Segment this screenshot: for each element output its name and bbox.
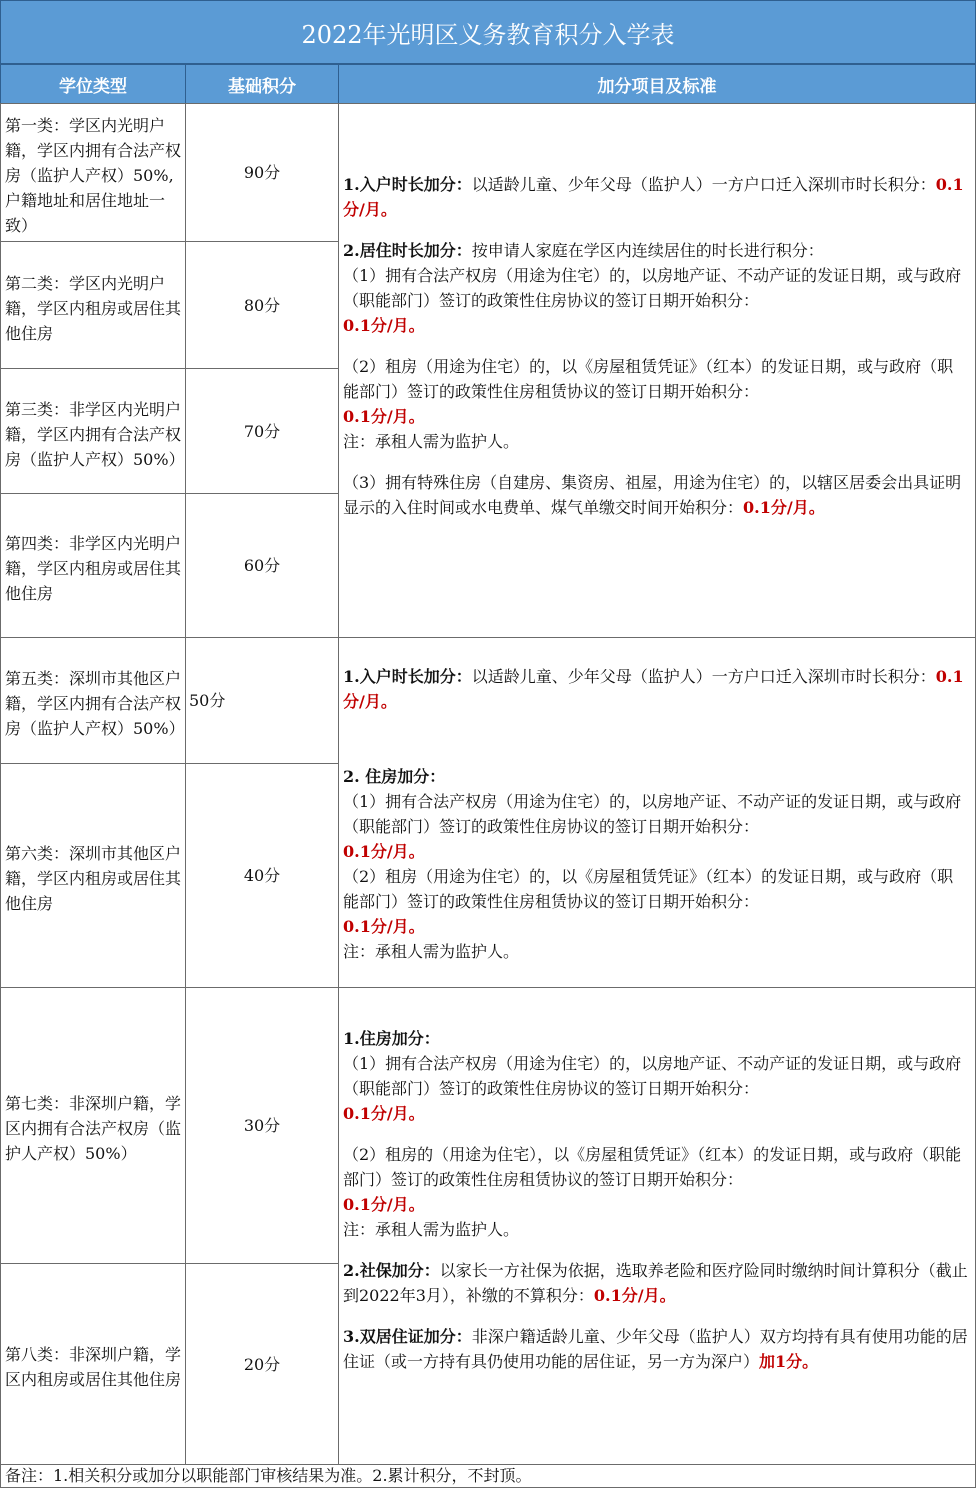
bonus-subitem xyxy=(343,263,969,338)
item-label: 3.双居住证加分： xyxy=(343,1327,472,1346)
item-label: 2.社保加分： xyxy=(343,1261,440,1280)
rate-value: 0.1分/月。 xyxy=(343,842,425,861)
base-score-3: 70分 xyxy=(185,368,339,494)
bonus-subitem xyxy=(343,864,969,964)
item-label: 1.入户时长加分： xyxy=(343,667,472,686)
base-score-5: 50分 xyxy=(185,637,339,764)
bonus-item xyxy=(343,664,969,714)
category-3: 第三类：非学区内光明户籍，学区内拥有合法产权房（监护人产权）50%） xyxy=(0,368,186,494)
item-label: 1.入户时长加分： xyxy=(343,175,472,194)
item-text: 非深户籍适龄儿童、少年父母（监护人）双方均持有具有使用功能的居住证（或一方持有具仍使用功能的居住证，另一方为深户） xyxy=(343,1327,968,1371)
bonus-group-1 xyxy=(338,103,976,638)
rate-value: 0.1分/月。 xyxy=(593,1286,676,1305)
base-score-8: 20分 xyxy=(185,1263,339,1465)
bonus-group-2 xyxy=(338,637,976,988)
rate-value: 0.1分/月。 xyxy=(343,175,964,219)
header-type: 学位类型 xyxy=(0,64,186,104)
rate-value: 0.1分/月。 xyxy=(343,667,964,711)
base-score-7: 30分 xyxy=(185,987,339,1264)
footnote: 备注：1.相关积分或加分以职能部门审核结果为准。2.累计积分，不封顶。 xyxy=(0,1464,976,1488)
note-text: 注：承租人需为监护人。 xyxy=(343,432,520,451)
category-4: 第四类：非学区内光明户籍，学区内租房或居住其他住房 xyxy=(0,493,186,638)
category-1: 第一类：学区内光明户籍，学区内拥有合法产权房（监护人产权）50%,户籍地址和居住地址一致） xyxy=(0,103,186,242)
category-7: 第七类：非深圳户籍，学区内拥有合法产权房（监护人产权）50%） xyxy=(0,987,186,1264)
bonus-item xyxy=(343,1026,969,1051)
category-8: 第八类：非深圳户籍，学区内租房或居住其他住房 xyxy=(0,1263,186,1465)
rate-value: 0.1分/月。 xyxy=(343,1104,425,1123)
item-text: 按申请人家庭在学区内连续居住的时长进行积分： xyxy=(471,241,824,260)
item-text: （2）租房的（用途为住宅），以《房屋租赁凭证》（红本）的发证日期，或与政府（职能部门）签订的政策性住房租赁协议的签订日期开始积分： xyxy=(343,1145,962,1189)
rate-value: 0.1分/月。 xyxy=(343,917,425,936)
item-label: 1.住房加分： xyxy=(343,1029,440,1048)
bonus-subitem xyxy=(343,1051,969,1126)
note-text: 注：承租人需为监护人。 xyxy=(343,942,520,961)
item-text: （2）租房（用途为住宅）的，以《房屋租赁凭证》（红本）的发证日期，或与政府（职能部门）签订的政策性住房租赁协议的签订日期开始积分： xyxy=(343,357,954,401)
base-score-6: 40分 xyxy=(185,763,339,988)
bonus-item xyxy=(343,764,969,789)
item-text: 以适龄儿童、少年父母（监护人）一方户口迁入深圳市时长积分： xyxy=(471,667,936,686)
bonus-subitem xyxy=(343,789,969,864)
header-base-score: 基础积分 xyxy=(185,64,339,104)
table-title: 2022年光明区义务教育积分入学表 xyxy=(0,0,976,64)
item-label: 2.居住时长加分： xyxy=(343,241,472,260)
base-score-4: 60分 xyxy=(185,493,339,638)
category-2: 第二类：学区内光明户籍，学区内租房或居住其他住房 xyxy=(0,241,186,369)
category-5: 第五类：深圳市其他区户籍，学区内拥有合法产权房（监护人产权）50%） xyxy=(0,637,186,764)
rate-value: 0.1分/月。 xyxy=(343,1195,425,1214)
bonus-item xyxy=(343,1258,969,1308)
item-text: 以家长一方社保为依据，选取养老险和医疗险同时缴纳时间计算积分（截止到2022年3月），补缴的不算积分： xyxy=(343,1261,968,1305)
header-bonus: 加分项目及标准 xyxy=(338,64,976,104)
bonus-item xyxy=(343,1324,969,1374)
item-text: （1）拥有合法产权房（用途为住宅）的，以房地产证、不动产证的发证日期，或与政府（职能部门）签订的政策性住房协议的签订日期开始积分： xyxy=(343,266,962,310)
item-text: （2）租房（用途为住宅）的，以《房屋租赁凭证》（红本）的发证日期，或与政府（职能部门）签订的政策性住房租赁协议的签订日期开始积分： xyxy=(343,867,954,911)
bonus-subitem xyxy=(343,1142,969,1242)
bonus-subitem xyxy=(343,354,969,454)
rate-value: 0.1分/月。 xyxy=(343,407,425,426)
item-text: 以适龄儿童、少年父母（监护人）一方户口迁入深圳市时长积分： xyxy=(471,175,936,194)
item-text: （1）拥有合法产权房（用途为住宅）的，以房地产证、不动产证的发证日期，或与政府（职能部门）签订的政策性住房协议的签订日期开始积分： xyxy=(343,792,962,836)
rate-value: 0.1分/月。 xyxy=(743,498,825,517)
bonus-item xyxy=(343,172,969,222)
bonus-item xyxy=(343,238,969,263)
base-score-2: 80分 xyxy=(185,241,339,369)
item-text: （3）拥有特殊住房（自建房、集资房、祖屋，用途为住宅）的，以辖区居委会出具证明显示的入住时间或水电费单、煤气单缴交时间开始积分： xyxy=(343,473,962,517)
note-text: 注：承租人需为监护人。 xyxy=(343,1220,520,1239)
category-6: 第六类：深圳市其他区户籍，学区内租房或居住其他住房 xyxy=(0,763,186,988)
bonus-group-3 xyxy=(338,987,976,1465)
rate-value: 加1分。 xyxy=(759,1352,819,1371)
rate-value: 0.1分/月。 xyxy=(343,316,425,335)
base-score-1: 90分 xyxy=(185,103,339,242)
item-label: 2. 住房加分： xyxy=(343,767,446,786)
item-text: （1）拥有合法产权房（用途为住宅）的，以房地产证、不动产证的发证日期，或与政府（职能部门）签订的政策性住房协议的签订日期开始积分： xyxy=(343,1054,962,1098)
bonus-subitem xyxy=(343,470,969,520)
